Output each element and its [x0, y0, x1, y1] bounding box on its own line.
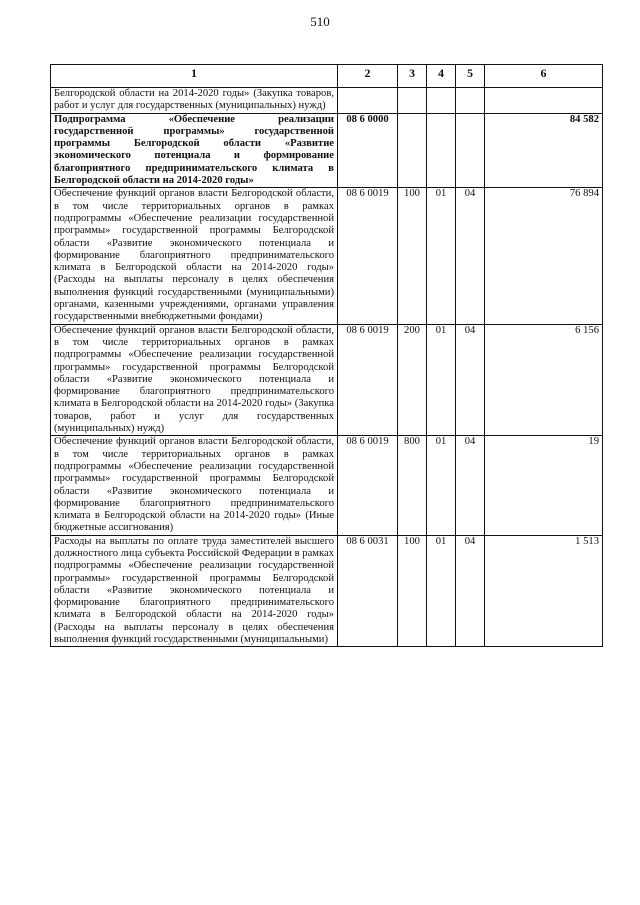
row-pr — [456, 88, 485, 114]
page-number: 510 — [310, 14, 330, 29]
column-header: 5 — [456, 65, 485, 88]
row-description: Подпрограмма «Обеспечение реализации государственной программы» государственной программы Белгородской области «Развитие экономического потенциала и формирование благоприятного предпринимательского климата в Белгородской области на 2014-2020 годы» — [51, 113, 338, 188]
row-code — [338, 88, 398, 114]
row-pr — [456, 113, 485, 188]
row-description: Белгородской области на 2014-2020 годы» (Закупка товаров, работ и услуг для государственных (муниципальных) нужд) — [51, 88, 338, 114]
row-description: Расходы на выплаты по оплате труда заместителей высшего должностного лица субъекта Российской Федерации в рамках подпрограммы «Обеспечение реализации государственной программы» государственной программы Белгородской области «Развитие экономического потенциала и формирование благоприятного предпринимательского климата в Белгородской области на 2014-2020 годы» (Расходы на выплаты персоналу в целях обеспечения выполнения функций государственными (муниципальными) — [51, 535, 338, 647]
row-rz — [427, 88, 456, 114]
row-description: Обеспечение функций органов власти Белгородской области, в том числе территориальных органов в рамках подпрограммы «Обеспечение реализации государственной программы» государственной программы Белгородской области «Развитие экономического потенциала и формирование благоприятного предпринимательского климата в Белгородской области на 2014-2020 годы» (Расходы на выплаты персоналу в целях обеспечения выполнения функций государственными (муниципальными) органами, казенными учреждениями, органами управления государственными внебюджетными фондами) — [51, 188, 338, 324]
row-code: 08 6 0019 — [338, 324, 398, 436]
row-vr — [398, 88, 427, 114]
table-row — [51, 324, 603, 436]
table-row — [51, 88, 603, 114]
row-pr: 04 — [456, 436, 485, 535]
row-description: Обеспечение функций органов власти Белгородской области, в том числе территориальных органов в рамках подпрограммы «Обеспечение реализации государственной программы» государственной программы Белгородской области «Развитие экономического потенциала и формирование благоприятного предпринимательского климата в Белгородской области на 2014-2020 годы» (Иные бюджетные ассигнования) — [51, 436, 338, 535]
row-vr — [398, 113, 427, 188]
row-rz: 01 — [427, 324, 456, 436]
row-rz: 01 — [427, 436, 456, 535]
column-header: 2 — [338, 65, 398, 88]
row-rz: 01 — [427, 535, 456, 647]
table-row-subprogram — [51, 113, 603, 188]
budget-table — [50, 64, 603, 647]
row-amount: 84 582 — [485, 113, 603, 188]
row-amount: 76 894 — [485, 188, 603, 324]
row-rz: 01 — [427, 188, 456, 324]
column-header: 6 — [485, 65, 603, 88]
row-vr: 100 — [398, 535, 427, 647]
row-pr: 04 — [456, 535, 485, 647]
table-header-row — [51, 65, 603, 88]
row-code: 08 6 0019 — [338, 188, 398, 324]
row-description: Обеспечение функций органов власти Белгородской области, в том числе территориальных органов в рамках подпрограммы «Обеспечение реализации государственной программы» государственной программы Белгородской области «Развитие экономического потенциала и формирование благоприятного предпринимательского климата в Белгородской области на 2014-2020 годы» (Закупка товаров, работ и услуг для государственных (муниципальных) нужд) — [51, 324, 338, 436]
row-vr: 100 — [398, 188, 427, 324]
row-amount: 6 156 — [485, 324, 603, 436]
row-amount — [485, 88, 603, 114]
table-row — [51, 188, 603, 324]
column-header: 1 — [51, 65, 338, 88]
column-header: 3 — [398, 65, 427, 88]
row-code: 08 6 0000 — [338, 113, 398, 188]
row-amount: 1 513 — [485, 535, 603, 647]
row-code: 08 6 0019 — [338, 436, 398, 535]
table-row — [51, 535, 603, 647]
row-vr: 200 — [398, 324, 427, 436]
table-row — [51, 436, 603, 535]
row-pr: 04 — [456, 188, 485, 324]
row-amount: 19 — [485, 436, 603, 535]
row-rz — [427, 113, 456, 188]
row-code: 08 6 0031 — [338, 535, 398, 647]
row-pr: 04 — [456, 324, 485, 436]
row-vr: 800 — [398, 436, 427, 535]
column-header: 4 — [427, 65, 456, 88]
